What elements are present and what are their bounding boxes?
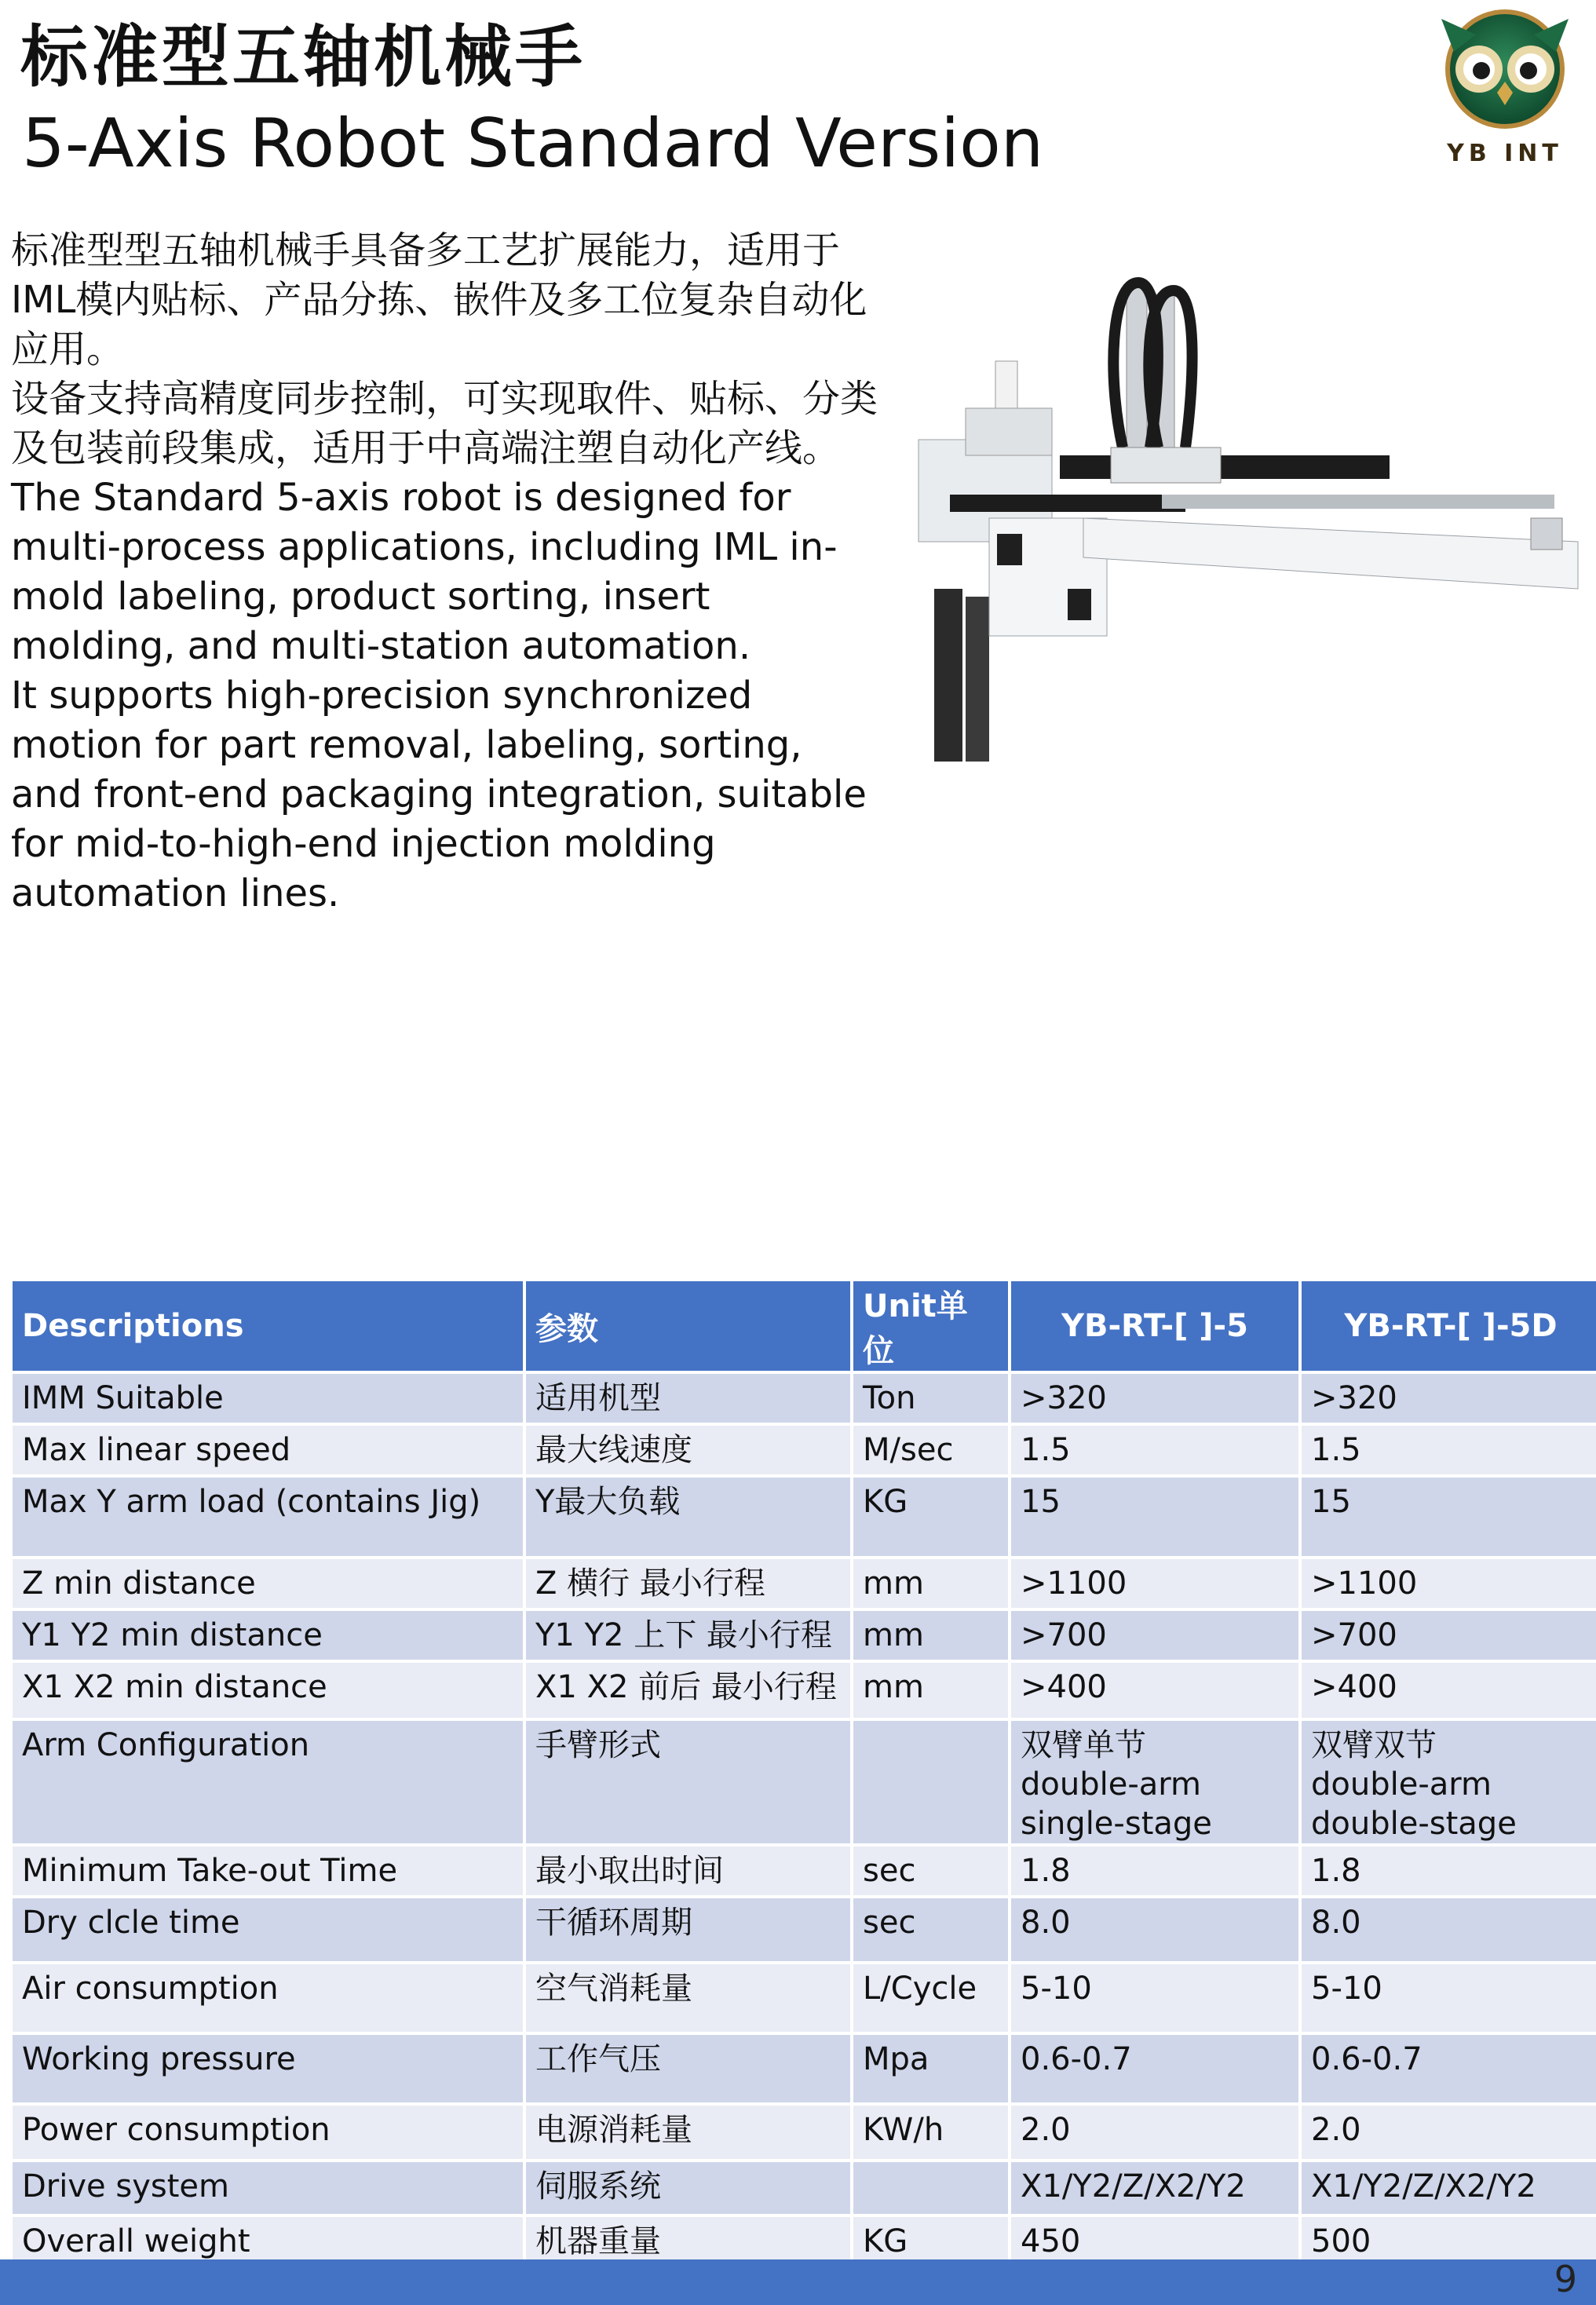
intro-paragraph-en-2: It supports high-precision synchronized motion for part removal, labeling, sorting, and front-end packaging integration, suitable for mid-to-high-end injection molding automation lines. bbox=[11, 674, 867, 915]
table-cell-model-5d: 2.0 bbox=[1302, 2106, 1596, 2159]
table-cell-param: 最大线速度 bbox=[526, 1426, 850, 1474]
table-cell-param: 适用机型 bbox=[526, 1374, 850, 1423]
table-row bbox=[13, 2035, 1596, 2102]
header-descriptions: Descriptions bbox=[13, 1281, 523, 1371]
table-row bbox=[13, 2162, 1596, 2214]
table-cell-model-5d: X1/Y2/Z/X2/Y2 bbox=[1302, 2162, 1596, 2214]
header-params: 参数 bbox=[526, 1281, 850, 1371]
spec-table-header-row bbox=[13, 1281, 1596, 1371]
table-cell-param: Y1 Y2 上下 最小行程 bbox=[526, 1611, 850, 1660]
table-cell-model-5: X1/Y2/Z/X2/Y2 bbox=[1011, 2162, 1298, 2214]
table-cell-desc: Arm Configuration bbox=[13, 1721, 523, 1843]
table-cell-model-5d: 0.6-0.7 bbox=[1302, 2035, 1596, 2102]
table-cell-model-5: 2.0 bbox=[1011, 2106, 1298, 2159]
table-cell-unit: Ton bbox=[853, 1374, 1008, 1423]
table-cell-model-5: 0.6-0.7 bbox=[1011, 2035, 1298, 2102]
intro-paragraph-en-1: The Standard 5-axis robot is designed for multi-process applications, including IML in-mold labeling, product sorting, insert molding, and multi-station automation. bbox=[11, 476, 838, 668]
table-cell-model-5: 5-10 bbox=[1011, 1964, 1298, 2032]
table-row bbox=[13, 1559, 1596, 1608]
table-row bbox=[13, 1847, 1596, 1895]
table-row bbox=[13, 1898, 1596, 1961]
intro-paragraph-cn-2: 设备支持高精度同步控制，可实现取件、贴标、分类及包装前段集成，适用于中高端注塑自动化产线。 bbox=[11, 377, 878, 470]
table-cell-unit bbox=[853, 1721, 1008, 1843]
table-cell-desc: Z min distance bbox=[13, 1559, 523, 1608]
table-cell-desc: IMM Suitable bbox=[13, 1374, 523, 1423]
table-cell-param: 最小取出时间 bbox=[526, 1847, 850, 1895]
table-row bbox=[13, 1611, 1596, 1660]
logo-text: YB INT bbox=[1447, 140, 1563, 167]
table-cell-unit: KG bbox=[853, 2217, 1008, 2269]
table-cell-unit: L/Cycle bbox=[853, 1964, 1008, 2032]
table-cell-unit: M/sec bbox=[853, 1426, 1008, 1474]
table-cell-param: 手臂形式 bbox=[526, 1721, 850, 1843]
header-unit: Unit单位 bbox=[853, 1281, 1008, 1371]
table-cell-model-5d: 5-10 bbox=[1302, 1964, 1596, 2032]
table-cell-desc: Air consumption bbox=[13, 1964, 523, 2032]
table-row bbox=[13, 1374, 1596, 1423]
table-cell-desc: Power consumption bbox=[13, 2106, 523, 2159]
table-cell-model-5: >700 bbox=[1011, 1611, 1298, 1660]
table-cell-desc: Drive system bbox=[13, 2162, 523, 2214]
table-cell-unit: mm bbox=[853, 1611, 1008, 1660]
table-cell-model-5d: 1.8 bbox=[1302, 1847, 1596, 1895]
table-row bbox=[13, 2106, 1596, 2159]
intro-text bbox=[11, 226, 882, 919]
table-cell-desc: Max Y arm load (contains Jig) bbox=[13, 1478, 523, 1556]
table-cell-desc: Max linear speed bbox=[13, 1426, 523, 1474]
header-model-5d: YB-RT-[ ]-5D bbox=[1302, 1281, 1596, 1371]
table-cell-model-5: 8.0 bbox=[1011, 1898, 1298, 1961]
table-cell-param: 空气消耗量 bbox=[526, 1964, 850, 2032]
table-cell-unit: mm bbox=[853, 1559, 1008, 1608]
page-title-cn: 标准型五轴机械手 bbox=[20, 18, 586, 97]
table-cell-unit: sec bbox=[853, 1898, 1008, 1961]
table-cell-model-5: >320 bbox=[1011, 1374, 1298, 1423]
table-cell-model-5d: >320 bbox=[1302, 1374, 1596, 1423]
table-cell-unit: sec bbox=[853, 1847, 1008, 1895]
page-number: 9 bbox=[1554, 2258, 1577, 2300]
table-cell-model-5d: >400 bbox=[1302, 1663, 1596, 1718]
table-row bbox=[13, 1721, 1596, 1843]
table-cell-unit: Mpa bbox=[853, 2035, 1008, 2102]
table-cell-unit bbox=[853, 2162, 1008, 2214]
table-row bbox=[13, 1663, 1596, 1718]
table-row bbox=[13, 1426, 1596, 1474]
table-cell-desc: X1 X2 min distance bbox=[13, 1663, 523, 1718]
table-cell-unit: mm bbox=[853, 1663, 1008, 1718]
table-cell-param: Y最大负载 bbox=[526, 1478, 850, 1556]
page-title-en: 5-Axis Robot Standard Version bbox=[22, 104, 1044, 183]
table-cell-param: Z 横行 最小行程 bbox=[526, 1559, 850, 1608]
table-cell-desc: Dry clcle time bbox=[13, 1898, 523, 1961]
table-cell-param: 工作气压 bbox=[526, 2035, 850, 2102]
table-cell-desc: Minimum Take-out Time bbox=[13, 1847, 523, 1895]
table-cell-model-5: 1.5 bbox=[1011, 1426, 1298, 1474]
table-cell-desc: Y1 Y2 min distance bbox=[13, 1611, 523, 1660]
header-model-5: YB-RT-[ ]-5 bbox=[1011, 1281, 1298, 1371]
table-cell-model-5d: >1100 bbox=[1302, 1559, 1596, 1608]
table-cell-model-5: 15 bbox=[1011, 1478, 1298, 1556]
table-cell-model-5: 双臂单节 double-arm single-stage bbox=[1011, 1721, 1298, 1843]
table-cell-param: 干循环周期 bbox=[526, 1898, 850, 1961]
table-cell-model-5d: >700 bbox=[1302, 1611, 1596, 1660]
table-cell-param: X1 X2 前后 最小行程 bbox=[526, 1663, 850, 1718]
table-cell-param: 机器重量 bbox=[526, 2217, 850, 2269]
table-cell-model-5d: 1.5 bbox=[1302, 1426, 1596, 1474]
intro-paragraph-cn-1: 标准型型五轴机械手具备多工艺扩展能力，适用于IML模内贴标、产品分拣、嵌件及多工位复杂自动化应用。 bbox=[11, 228, 867, 371]
robot-product-image bbox=[903, 259, 1594, 762]
spec-table bbox=[9, 1278, 1596, 2272]
table-cell-param: 电源消耗量 bbox=[526, 2106, 850, 2159]
table-cell-model-5: 450 bbox=[1011, 2217, 1298, 2269]
table-cell-model-5: >1100 bbox=[1011, 1559, 1298, 1608]
table-cell-unit: KW/h bbox=[853, 2106, 1008, 2159]
table-cell-model-5: >400 bbox=[1011, 1663, 1298, 1718]
footer-bar bbox=[0, 2259, 1596, 2305]
table-cell-desc: Overall weight bbox=[13, 2217, 523, 2269]
table-cell-param: 伺服系统 bbox=[526, 2162, 850, 2214]
table-cell-model-5d: 双臂双节 double-arm double-stage bbox=[1302, 1721, 1596, 1843]
table-cell-unit: KG bbox=[853, 1478, 1008, 1556]
table-cell-model-5d: 15 bbox=[1302, 1478, 1596, 1556]
table-row bbox=[13, 1964, 1596, 2032]
table-row bbox=[13, 1478, 1596, 1556]
table-cell-model-5: 1.8 bbox=[1011, 1847, 1298, 1895]
table-cell-model-5d: 500 bbox=[1302, 2217, 1596, 2269]
table-cell-model-5d: 8.0 bbox=[1302, 1898, 1596, 1961]
table-cell-desc: Working pressure bbox=[13, 2035, 523, 2102]
